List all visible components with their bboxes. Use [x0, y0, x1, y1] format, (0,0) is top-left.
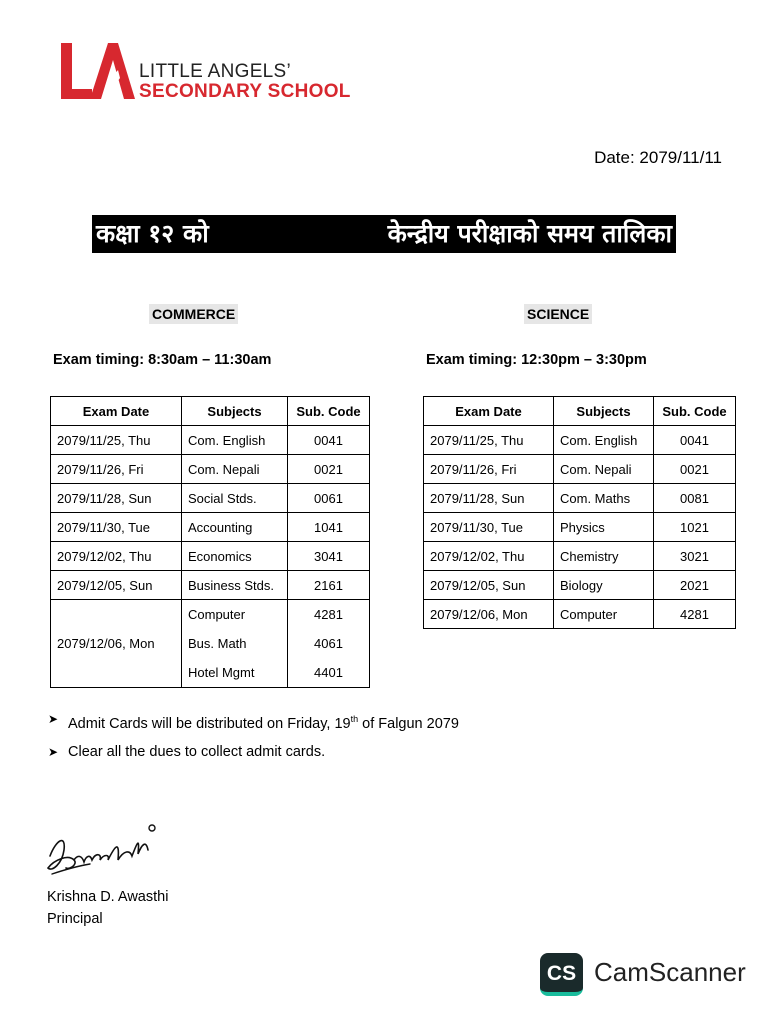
- subject-code: 3021: [654, 542, 736, 571]
- table-row: [51, 484, 370, 513]
- subject-group: [182, 600, 288, 688]
- subject-code-group: [288, 600, 370, 688]
- subject-code: 1041: [288, 513, 370, 542]
- column-header: Exam Date: [424, 397, 554, 426]
- subject-code: 0081: [654, 484, 736, 513]
- subject-code: 0021: [288, 455, 370, 484]
- table-row: [424, 513, 736, 542]
- subject: Business Stds.: [182, 571, 288, 600]
- commerce-timing: Exam timing: 8:30am – 11:30am: [53, 352, 272, 368]
- subject: Com. English: [554, 426, 654, 455]
- subject: Com. Maths: [554, 484, 654, 513]
- exam-date: 2079/11/26, Fri: [424, 455, 554, 484]
- column-header: Exam Date: [51, 397, 182, 426]
- subject: Accounting: [182, 513, 288, 542]
- camscanner-logo-icon: CS: [540, 953, 583, 996]
- table-header-row: [51, 397, 370, 426]
- subject: Hotel Mgmt: [188, 665, 255, 680]
- exam-date: 2079/12/06, Mon: [51, 600, 182, 688]
- exam-date: 2079/11/25, Thu: [51, 426, 182, 455]
- column-header: Subjects: [182, 397, 288, 426]
- title-schedule: केन्द्रीय परीक्षाको समय तालिका: [387, 219, 672, 248]
- column-header: Sub. Code: [288, 397, 370, 426]
- subject-code: 0041: [288, 426, 370, 455]
- exam-date: 2079/12/05, Sun: [51, 571, 182, 600]
- table-row: [424, 426, 736, 455]
- notes-list: [48, 709, 459, 775]
- table-row: [424, 455, 736, 484]
- notice-date: Date: 2079/11/11: [594, 148, 722, 167]
- subject: Social Stds.: [182, 484, 288, 513]
- science-heading: SCIENCE: [524, 304, 592, 324]
- subject-code: 1021: [654, 513, 736, 542]
- school-name-line1: LITTLE ANGELS’: [139, 61, 292, 82]
- subject-code: 0041: [654, 426, 736, 455]
- table-row: [424, 484, 736, 513]
- title-banner: [92, 215, 676, 253]
- subject-code: 0021: [654, 455, 736, 484]
- handwritten-signature-icon: [44, 820, 162, 882]
- subject: Com. Nepali: [182, 455, 288, 484]
- exam-date: 2079/12/06, Mon: [424, 600, 554, 629]
- note-admit-cards: Admit Cards will be distributed on Friday, 19th of Falgun 2079: [68, 714, 459, 732]
- exam-date: 2079/11/28, Sun: [51, 484, 182, 513]
- table-row: [51, 600, 370, 688]
- table-row: [424, 571, 736, 600]
- subject: Computer: [554, 600, 654, 629]
- commerce-heading: COMMERCE: [149, 304, 238, 324]
- school-logo-icon: [60, 42, 135, 100]
- subject-code: 4281: [314, 607, 343, 622]
- subject: Chemistry: [554, 542, 654, 571]
- table-row: [51, 542, 370, 571]
- subject: Economics: [182, 542, 288, 571]
- school-name: [139, 62, 351, 102]
- table-row: [51, 513, 370, 542]
- table-row: [51, 571, 370, 600]
- science-schedule-table: [423, 396, 736, 629]
- science-timing: Exam timing: 12:30pm – 3:30pm: [426, 352, 647, 368]
- subject: Bus. Math: [188, 636, 247, 651]
- arrowhead-bullet-icon: ➤: [48, 712, 59, 726]
- table-row: [51, 426, 370, 455]
- signer-block: [47, 886, 168, 930]
- exam-date: 2079/11/28, Sun: [424, 484, 554, 513]
- subject-code: 3041: [288, 542, 370, 571]
- column-header: Subjects: [554, 397, 654, 426]
- exam-date: 2079/11/25, Thu: [424, 426, 554, 455]
- table-row: [424, 600, 736, 629]
- list-item: [48, 709, 459, 742]
- table-header-row: [424, 397, 736, 426]
- note-clear-dues: Clear all the dues to collect admit cards.: [68, 744, 326, 760]
- exam-date: 2079/12/02, Thu: [51, 542, 182, 571]
- subject-code: 2021: [654, 571, 736, 600]
- title-class: कक्षा १२ को: [96, 219, 209, 248]
- subject: Com. Nepali: [554, 455, 654, 484]
- table-row: [51, 455, 370, 484]
- signer-title: Principal: [47, 911, 103, 927]
- subject: Computer: [188, 607, 246, 622]
- exam-date: 2079/12/05, Sun: [424, 571, 554, 600]
- exam-date: 2079/11/26, Fri: [51, 455, 182, 484]
- school-name-line2: SECONDARY SCHOOL: [139, 81, 351, 102]
- exam-date: 2079/11/30, Tue: [51, 513, 182, 542]
- subject: Com. English: [182, 426, 288, 455]
- subject-code: 2161: [288, 571, 370, 600]
- arrowhead-bullet-icon: ➤: [48, 745, 59, 759]
- commerce-schedule-table: [50, 396, 370, 688]
- list-item: [48, 742, 459, 775]
- subject: Physics: [554, 513, 654, 542]
- subject-code: 4401: [314, 665, 343, 680]
- signer-name: Krishna D. Awasthi: [47, 889, 169, 905]
- camscanner-wordmark: CamScanner: [594, 957, 746, 987]
- exam-date: 2079/12/02, Thu: [424, 542, 554, 571]
- column-header: Sub. Code: [654, 397, 736, 426]
- exam-date: 2079/11/30, Tue: [424, 513, 554, 542]
- subject-code: 4281: [654, 600, 736, 629]
- subject-code: 4061: [314, 636, 343, 651]
- table-row: [424, 542, 736, 571]
- subject: Biology: [554, 571, 654, 600]
- subject-code: 0061: [288, 484, 370, 513]
